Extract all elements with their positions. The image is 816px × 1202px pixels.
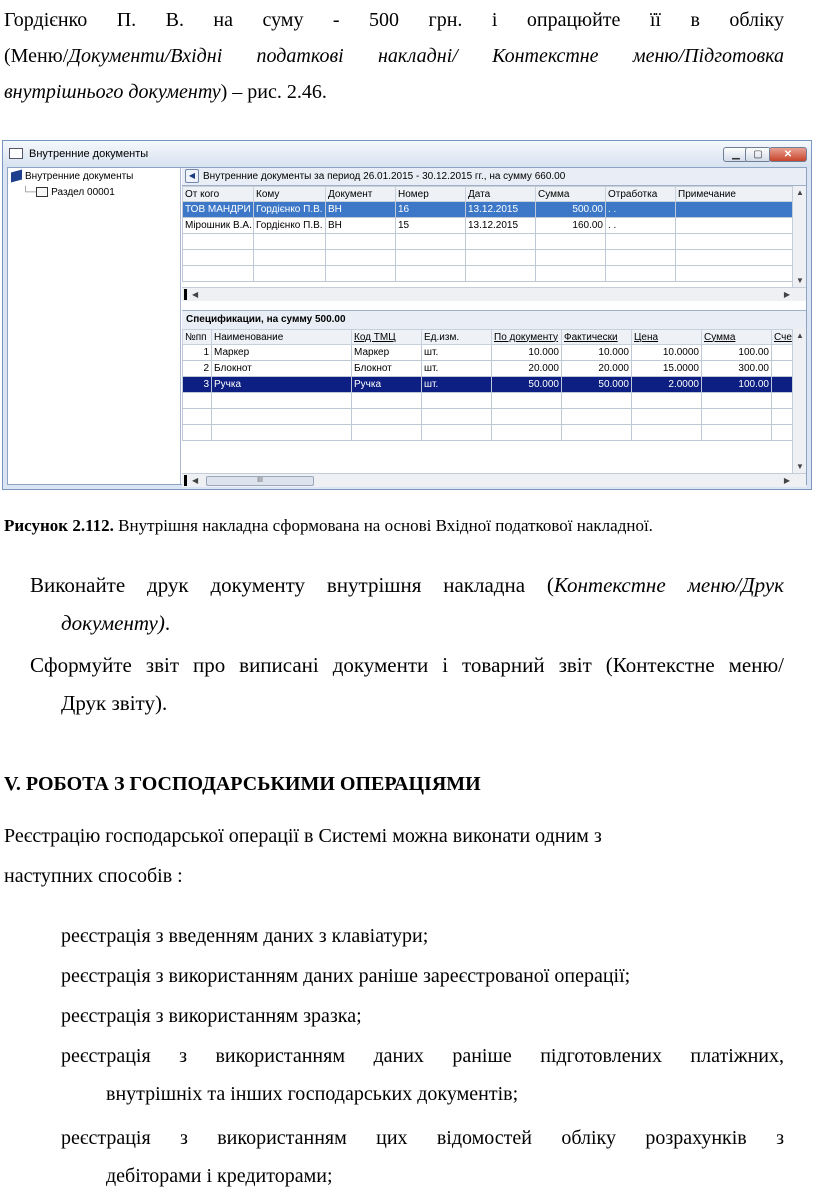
folder-tree xyxy=(8,168,181,484)
cell: Ручка xyxy=(212,377,352,393)
cell: Гордієнко П.В. xyxy=(254,202,326,218)
column-header[interactable]: Наименование xyxy=(212,330,352,345)
registration-intro-line-1: Реєстрацію господарської операції в Системі можна виконати одним з xyxy=(4,825,602,847)
cell: шт. xyxy=(422,377,492,393)
scroll-right-icon[interactable]: ▶ xyxy=(783,290,790,299)
tree-child-node[interactable]: └─ Раздел 00001 xyxy=(22,187,115,198)
minimize-button[interactable]: ▁ xyxy=(723,147,749,162)
scroll-thumb[interactable]: III xyxy=(206,476,314,486)
specifications-header-row xyxy=(183,330,795,345)
column-header[interactable]: Ед.изм. xyxy=(422,330,492,345)
column-header[interactable]: Дата xyxy=(466,187,536,202)
cell: Маркер xyxy=(212,345,352,361)
documents-header-row xyxy=(183,187,795,202)
table-row[interactable] xyxy=(183,393,795,409)
table-row[interactable] xyxy=(183,425,795,441)
cell: Ручка xyxy=(352,377,422,393)
cell: 2.0000 xyxy=(632,377,702,393)
documents-header xyxy=(182,168,806,186)
table-row[interactable] xyxy=(183,345,795,361)
intro-line-2 xyxy=(4,38,784,74)
table-row[interactable] xyxy=(183,250,795,266)
specifications-table xyxy=(182,329,795,441)
task-1-text: Виконайте друк документу внутрішня накладна ( xyxy=(30,573,554,597)
cell: 100.00 xyxy=(702,345,772,361)
close-button[interactable]: ✕ xyxy=(769,147,807,162)
cell: 13.12.2015 xyxy=(466,218,536,234)
intro-menu-path-end: внутрішнього документу xyxy=(4,81,221,103)
table-row[interactable] xyxy=(183,361,795,377)
scroll-down-icon[interactable]: ▼ xyxy=(796,462,804,471)
cell: 15 xyxy=(396,218,466,234)
cell: шт. xyxy=(422,345,492,361)
cell: 50.000 xyxy=(492,377,562,393)
cell: Блокнот xyxy=(352,361,422,377)
cell: 2 xyxy=(183,361,212,377)
table-row[interactable] xyxy=(183,202,795,218)
cell: ВН xyxy=(326,218,396,234)
scroll-left-icon[interactable]: ◀ xyxy=(192,290,199,299)
cell xyxy=(676,202,795,218)
column-header[interactable]: Код ТМЦ xyxy=(352,330,422,345)
cell: 16 xyxy=(396,202,466,218)
intro-menu-path: Документи/Вхідні податкові накладні/ Контекстне меню/Підготовка xyxy=(68,45,784,67)
column-header[interactable]: Документ xyxy=(326,187,396,202)
book-icon xyxy=(11,170,22,183)
column-header[interactable]: №пп xyxy=(183,330,212,345)
figure-caption-number: Рисунок 2.112. xyxy=(4,516,114,535)
documents-table xyxy=(182,186,795,282)
window-titlebar xyxy=(3,141,811,167)
cell: шт. xyxy=(422,361,492,377)
cell: 10.0000 xyxy=(632,345,702,361)
registration-intro-line-2: наступних способів : xyxy=(4,865,183,887)
cell: 100.00 xyxy=(702,377,772,393)
documents-vertical-scrollbar[interactable] xyxy=(792,186,806,287)
column-header[interactable]: Номер xyxy=(396,187,466,202)
intro-line-3 xyxy=(4,74,327,110)
cell xyxy=(676,218,795,234)
column-header[interactable]: Примечание xyxy=(676,187,795,202)
tree-root-node[interactable] xyxy=(11,171,133,182)
column-header[interactable]: Кому xyxy=(254,187,326,202)
scroll-left-icon[interactable]: ◀ xyxy=(192,476,199,485)
specifications-vertical-scrollbar[interactable] xyxy=(792,329,806,473)
column-header[interactable]: От кого xyxy=(183,187,254,202)
list-item: реєстрація з введенням даних з клавіатури; xyxy=(61,925,429,947)
cell: 50.000 xyxy=(562,377,632,393)
task-2-line-1: Сформуйте звіт про виписані документи і товарний звіт (Контекстне меню/ xyxy=(30,653,784,677)
window-app-icon xyxy=(9,148,23,159)
intro-line-1: Гордієнко П. В. на суму - 500 грн. і опрацюйте її в обліку xyxy=(4,9,784,31)
scroll-down-icon[interactable]: ▼ xyxy=(796,276,804,285)
list-item: реєстрація з використанням цих відомостей обліку розрахунків з xyxy=(61,1127,784,1149)
list-item-continuation: внутрішніх та інших господарських документів; xyxy=(106,1083,519,1105)
cell: 20.000 xyxy=(562,361,632,377)
maximize-button[interactable]: ▢ xyxy=(745,147,771,162)
specifications-horizontal-scrollbar[interactable] xyxy=(182,473,806,487)
cell: 13.12.2015 xyxy=(466,202,536,218)
specifications-header: Спецификации, на сумму 500.00 xyxy=(182,310,806,330)
cell: 300.00 xyxy=(702,361,772,377)
cell: 20.000 xyxy=(492,361,562,377)
cell: 160.00 xyxy=(536,218,606,234)
tree-root-label: Внутренние документы xyxy=(25,171,134,182)
scroll-up-icon[interactable]: ▲ xyxy=(796,331,804,340)
task-1-line-2 xyxy=(61,605,170,641)
task-1-period: . xyxy=(164,611,171,635)
column-header[interactable]: Цена xyxy=(632,330,702,345)
list-item: реєстрація з використанням даних раніше підготовлених платіжних, xyxy=(61,1045,784,1067)
table-row[interactable] xyxy=(183,377,795,393)
task-1-menu-path: Контекстне меню/Друк xyxy=(553,573,784,597)
cell: Маркер xyxy=(352,345,422,361)
tree-child-label: Раздел 00001 xyxy=(51,187,115,198)
task-2-line-2: Друк звіту). xyxy=(61,691,168,715)
figure-caption-text: Внутрішня накладна сформована на основі Вхідної податкової накладної. xyxy=(113,516,653,535)
table-row[interactable] xyxy=(183,266,795,282)
column-header[interactable]: Сумма xyxy=(536,187,606,202)
window-client-area xyxy=(7,167,807,485)
list-item-continuation: дебіторами і кредиторами; xyxy=(106,1165,333,1187)
section-title: V. РОБОТА З ГОСПОДАРСЬКИМИ ОПЕРАЦІЯМИ xyxy=(4,773,481,795)
scroll-right-icon[interactable]: ▶ xyxy=(783,476,790,485)
scroll-up-icon[interactable]: ▲ xyxy=(796,188,804,197)
table-row[interactable] xyxy=(183,409,795,425)
cell: . . xyxy=(606,218,676,234)
column-header[interactable]: По документу xyxy=(492,330,562,345)
cell: 3 xyxy=(183,377,212,393)
cell: 10.000 xyxy=(492,345,562,361)
back-arrow-icon[interactable]: ◀ xyxy=(185,169,199,183)
documents-header-text: Внутренние документы за период 26.01.2015 - 30.12.2015 гг., на сумму 660.00 xyxy=(203,171,566,182)
cell: 1 xyxy=(183,345,212,361)
cell: Блокнот xyxy=(212,361,352,377)
task-1-menu-path-end: документу) xyxy=(61,611,165,635)
documents-pane xyxy=(182,168,806,484)
table-row[interactable] xyxy=(183,234,795,250)
cell: ТОВ МАНДРИ xyxy=(183,202,254,218)
column-header[interactable]: Отработка xyxy=(606,187,676,202)
cell: 15.0000 xyxy=(632,361,702,377)
cell: 10.000 xyxy=(562,345,632,361)
cell: 500.00 xyxy=(536,202,606,218)
cell: . . xyxy=(606,202,676,218)
open-book-icon xyxy=(36,187,48,197)
column-header[interactable]: Фактически xyxy=(562,330,632,345)
column-header[interactable]: Сумма xyxy=(702,330,772,345)
intro-menu-prefix: (Меню/ xyxy=(4,45,69,67)
window-title: Внутренние документы xyxy=(29,148,149,160)
column-header[interactable]: Сче xyxy=(772,330,795,345)
figure-caption xyxy=(4,512,653,540)
cell: Мірошник В.А. xyxy=(183,218,254,234)
list-item: реєстрація з використанням зразка; xyxy=(61,1005,362,1027)
list-item: реєстрація з використанням даних раніше зареєстрованої операції; xyxy=(61,965,631,987)
task-1-line-1 xyxy=(30,567,784,603)
table-row[interactable] xyxy=(183,218,795,234)
cell: Гордієнко П.В. xyxy=(254,218,326,234)
documents-horizontal-scrollbar[interactable] xyxy=(182,287,806,301)
internal-documents-window xyxy=(2,140,812,490)
cell: ВН xyxy=(326,202,396,218)
intro-figure-ref: ) – рис. 2.46. xyxy=(220,81,327,103)
